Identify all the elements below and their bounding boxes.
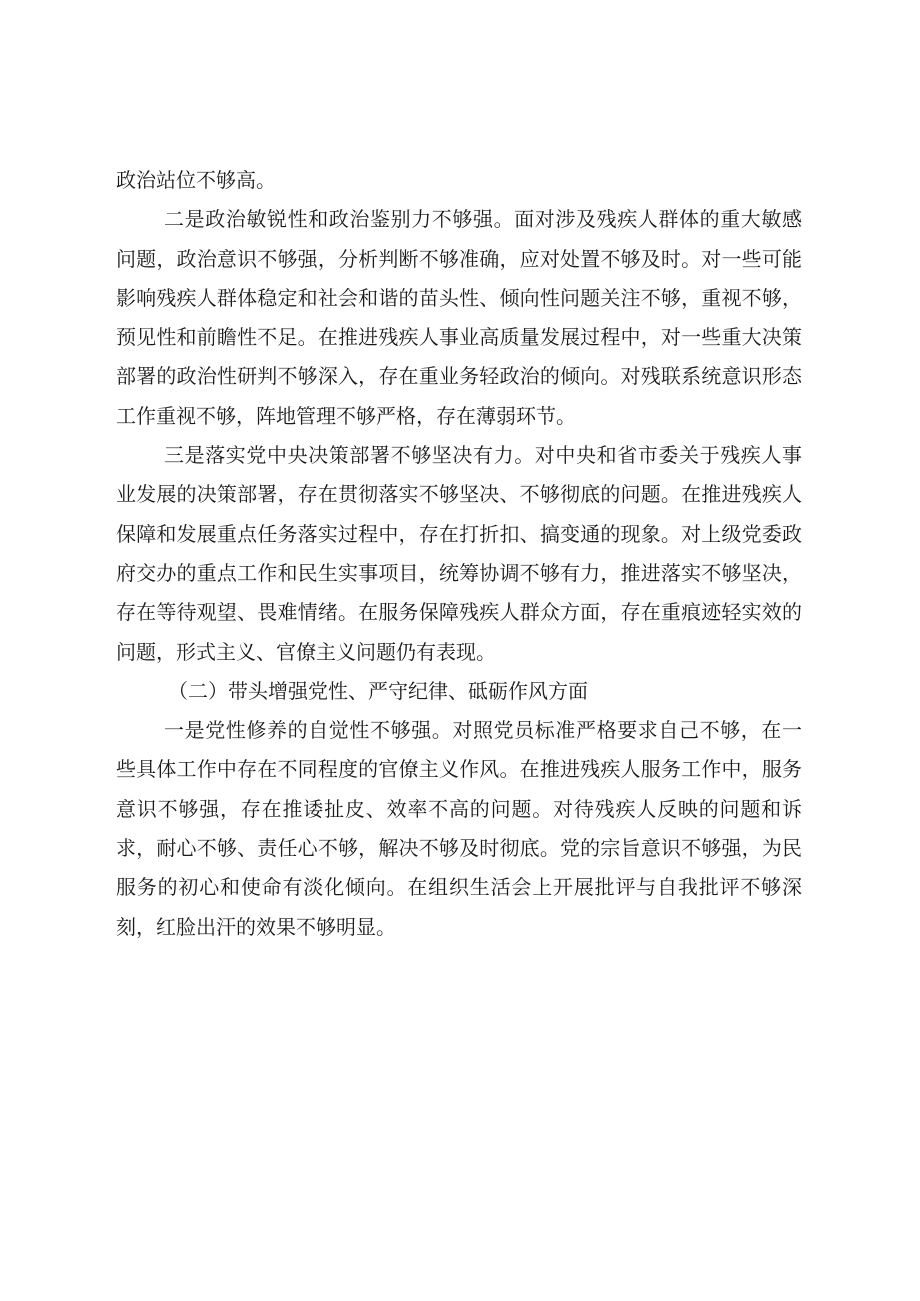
paragraph-political-sensitivity: 二是政治敏锐性和政治鉴别力不够强。面对涉及残疾人群体的重大敏感问题，政治意识不够强，分析判断不够准确，应对处置不够及时。对一些可能影响残疾人群体稳定和社会和谐的苗头性、倾向性问题关注不够，重视不够，预见性和前瞻性不足。在推进残疾人事业高质量发展过程中，对一些重大决策部署的政治性研判不够深入，存在重业务轻政治的倾向。对残联系统意识形态工作重视不够，阵地管理不够严格，存在薄弱环节。 (116, 207, 802, 428)
section-heading: （二）带头增强党性、严守纪律、砥砺作风方面 (168, 678, 588, 703)
paragraph-implementing-decisions: 三是落实党中央决策部署不够坚决有力。对中央和省市委关于残疾人事业发展的决策部署，存在贯彻落实不够坚决、不够彻底的问题。在推进残疾人保障和发展重点任务落实过程中，存在打折扣、搞变通的现象。对上级党委政府交办的重点工作和民生实事项目，统筹协调不够有力，推进落实不够坚决，存在等待观望、畏难情绪。在服务保障残疾人群众方面，存在重痕迹轻实效的问题，形式主义、官僚主义问题仍有表现。 (116, 443, 802, 664)
document-body (116, 161, 802, 947)
paragraph-party-spirit: 一是党性修养的自觉性不够强。对照党员标准严格要求自己不够，在一些具体工作中存在不同程度的官僚主义作风。在推进残疾人服务工作中，服务意识不够强，存在推诿扯皮、效率不高的问题。对待残疾人反映的问题和诉求，耐心不够、责任心不够，解决不够及时彻底。党的宗旨意识不够强，为民服务的初心和使命有淡化倾向。在组织生活会上开展批评与自我批评不够深刻，红脸出汗的效果不够明显。 (116, 718, 802, 939)
continuation-paragraph: 政治站位不够高。 (116, 168, 276, 192)
